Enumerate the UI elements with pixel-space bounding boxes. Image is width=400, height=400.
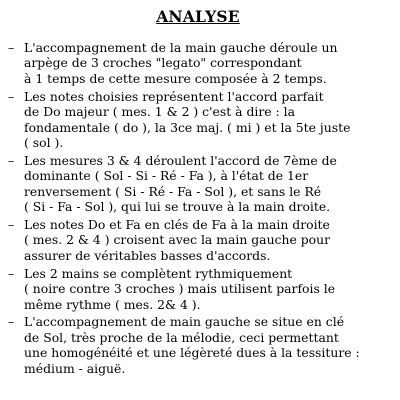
bullet-dash: – [8,40,15,55]
list-item [6,217,390,263]
paragraph-text: Les 2 mains se complètent rythmiquement ( noire contre 3 croches ) mais utilisent parfois le même rythme ( mes. 2& 4 ). [24,265,336,312]
list-item [6,40,390,86]
list-item [6,153,390,215]
paragraph-text: L'accompagnement de la main gauche déroule un arpège de 3 croches "legato" correspondant à 1 temps de cette mesure composée à 2 temps. [24,40,338,86]
paragraph-text: Les notes choisies représentent l'accord parfait de Do majeur ( mes. 1 & 2 ) c'est à dire : la fondamentale ( do ), la 3ce maj. ( mi ) et la 5te juste ( sol ). [24,88,351,150]
paragraph-text: Les notes Do et Fa en clés de Fa à la main droite ( mes. 2 & 4 ) croisent avec la main gauche pour assurer de véritables basses d'accords. [24,216,331,263]
bullet-dash: – [8,88,15,104]
bullet-dash: – [8,152,15,168]
list-item [6,314,390,376]
paragraph-text: L'accompagnement de main gauche se situe en clé de Sol, très proche de la mélodie, ceci permettant une homogénéité et une légèreté dues à la tessiture : médium - aiguë. [24,314,360,376]
paragraph-text: Les mesures 3 & 4 déroulent l'accord de 7ème de dominante ( Sol - Si - Ré - Fa ), à l'état de 1er renversement ( Si - Ré - Fa - Sol ), et sans le Ré ( Si - Fa - Sol ), qui lui se trouve à la main droite. [24,152,337,215]
bullet-dash: – [8,314,15,330]
analysis-list [6,40,390,376]
list-item [6,266,390,312]
list-item [6,89,390,151]
bullet-dash: – [8,265,15,281]
page-title: ANALYSE [156,7,240,26]
bullet-dash: – [8,216,15,232]
